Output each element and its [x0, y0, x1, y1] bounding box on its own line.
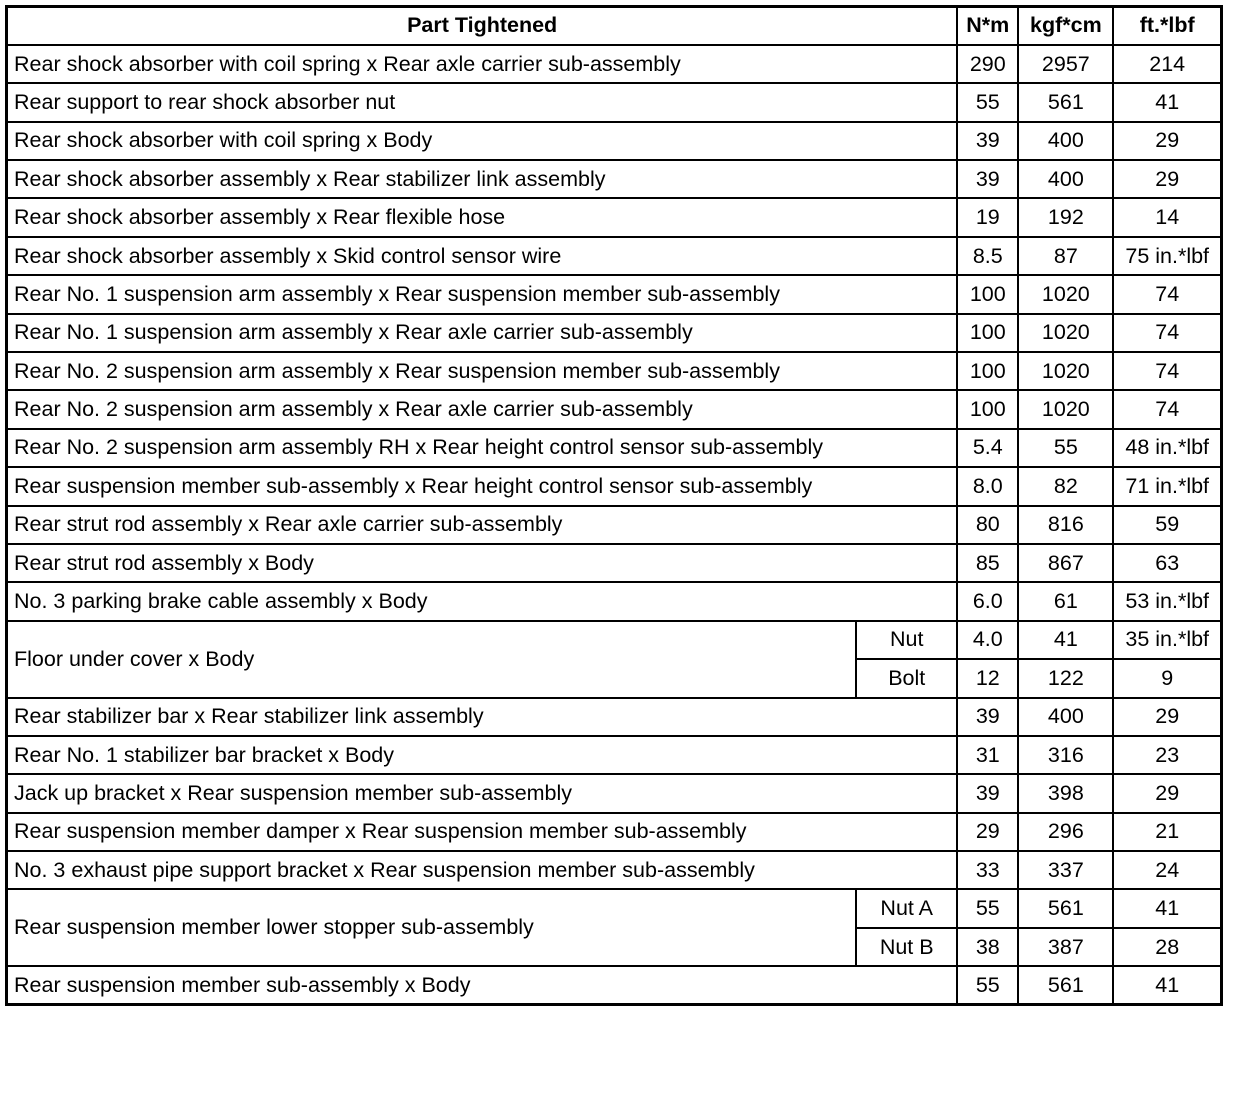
ftlbf-cell: 14 — [1113, 198, 1221, 236]
ftlbf-cell: 71 in.*lbf — [1113, 467, 1221, 505]
ftlbf-cell: 24 — [1113, 851, 1221, 889]
kgfcm-cell: 122 — [1018, 659, 1113, 697]
kgfcm-cell: 316 — [1018, 736, 1113, 774]
kgfcm-cell: 561 — [1018, 966, 1113, 1004]
part-cell: Rear stabilizer bar x Rear stabilizer link assembly — [7, 698, 958, 736]
part-cell: Floor under cover x Body — [7, 621, 857, 698]
kgfcm-cell: 1020 — [1018, 352, 1113, 390]
header-ftlbf: ft.*lbf — [1113, 7, 1221, 45]
fastener-cell: Nut B — [856, 928, 957, 966]
kgfcm-cell: 1020 — [1018, 390, 1113, 428]
ftlbf-cell: 74 — [1113, 390, 1221, 428]
kgfcm-cell: 1020 — [1018, 275, 1113, 313]
kgfcm-cell: 2957 — [1018, 45, 1113, 83]
ftlbf-cell: 41 — [1113, 83, 1221, 121]
nm-cell: 5.4 — [957, 429, 1018, 467]
part-cell: Rear strut rod assembly x Rear axle carrier sub-assembly — [7, 506, 958, 544]
kgfcm-cell: 55 — [1018, 429, 1113, 467]
nm-cell: 19 — [957, 198, 1018, 236]
part-cell: Jack up bracket x Rear suspension member sub-assembly — [7, 774, 958, 812]
kgfcm-cell: 41 — [1018, 621, 1113, 659]
header-nm: N*m — [957, 7, 1018, 45]
nm-cell: 29 — [957, 813, 1018, 851]
header-kgfcm: kgf*cm — [1018, 7, 1113, 45]
ftlbf-cell: 48 in.*lbf — [1113, 429, 1221, 467]
part-cell: Rear shock absorber assembly x Skid control sensor wire — [7, 237, 958, 275]
part-cell: Rear shock absorber with coil spring x Body — [7, 122, 958, 160]
kgfcm-cell: 400 — [1018, 122, 1113, 160]
table-row — [7, 390, 1222, 428]
table-row — [7, 429, 1222, 467]
kgfcm-cell: 296 — [1018, 813, 1113, 851]
kgfcm-cell: 400 — [1018, 698, 1113, 736]
table-row — [7, 774, 1222, 812]
ftlbf-cell: 9 — [1113, 659, 1221, 697]
table-row — [7, 698, 1222, 736]
nm-cell: 100 — [957, 275, 1018, 313]
kgfcm-cell: 1020 — [1018, 314, 1113, 352]
ftlbf-cell: 41 — [1113, 889, 1221, 927]
part-cell: Rear shock absorber with coil spring x Rear axle carrier sub-assembly — [7, 45, 958, 83]
ftlbf-cell: 63 — [1113, 544, 1221, 582]
nm-cell: 8.5 — [957, 237, 1018, 275]
nm-cell: 8.0 — [957, 467, 1018, 505]
part-cell: Rear No. 1 suspension arm assembly x Rear axle carrier sub-assembly — [7, 314, 958, 352]
table-row — [7, 467, 1222, 505]
ftlbf-cell: 41 — [1113, 966, 1221, 1004]
fastener-cell: Bolt — [856, 659, 957, 697]
table-row — [7, 621, 1222, 659]
ftlbf-cell: 29 — [1113, 122, 1221, 160]
table-row — [7, 966, 1222, 1004]
kgfcm-cell: 816 — [1018, 506, 1113, 544]
ftlbf-cell: 29 — [1113, 698, 1221, 736]
nm-cell: 33 — [957, 851, 1018, 889]
nm-cell: 100 — [957, 314, 1018, 352]
table-row — [7, 582, 1222, 620]
part-cell: Rear suspension member sub-assembly x Body — [7, 966, 958, 1004]
table-row — [7, 506, 1222, 544]
kgfcm-cell: 82 — [1018, 467, 1113, 505]
nm-cell: 80 — [957, 506, 1018, 544]
kgfcm-cell: 400 — [1018, 160, 1113, 198]
header-part-tightened: Part Tightened — [7, 7, 958, 45]
nm-cell: 39 — [957, 122, 1018, 160]
ftlbf-cell: 74 — [1113, 352, 1221, 390]
kgfcm-cell: 61 — [1018, 582, 1113, 620]
ftlbf-cell: 74 — [1113, 275, 1221, 313]
table-row — [7, 198, 1222, 236]
table-row — [7, 736, 1222, 774]
nm-cell: 55 — [957, 889, 1018, 927]
nm-cell: 31 — [957, 736, 1018, 774]
nm-cell: 55 — [957, 83, 1018, 121]
kgfcm-cell: 192 — [1018, 198, 1113, 236]
part-cell: Rear No. 1 stabilizer bar bracket x Body — [7, 736, 958, 774]
nm-cell: 55 — [957, 966, 1018, 1004]
nm-cell: 39 — [957, 698, 1018, 736]
part-cell: Rear No. 1 suspension arm assembly x Rear suspension member sub-assembly — [7, 275, 958, 313]
part-cell: Rear suspension member damper x Rear suspension member sub-assembly — [7, 813, 958, 851]
ftlbf-cell: 75 in.*lbf — [1113, 237, 1221, 275]
fastener-cell: Nut A — [856, 889, 957, 927]
nm-cell: 85 — [957, 544, 1018, 582]
ftlbf-cell: 23 — [1113, 736, 1221, 774]
nm-cell: 4.0 — [957, 621, 1018, 659]
nm-cell: 38 — [957, 928, 1018, 966]
kgfcm-cell: 387 — [1018, 928, 1113, 966]
part-cell: Rear No. 2 suspension arm assembly x Rear suspension member sub-assembly — [7, 352, 958, 390]
part-cell: Rear No. 2 suspension arm assembly x Rear axle carrier sub-assembly — [7, 390, 958, 428]
part-cell: Rear suspension member sub-assembly x Rear height control sensor sub-assembly — [7, 467, 958, 505]
table-header-row — [7, 7, 1222, 45]
ftlbf-cell: 35 in.*lbf — [1113, 621, 1221, 659]
nm-cell: 12 — [957, 659, 1018, 697]
part-cell: Rear strut rod assembly x Body — [7, 544, 958, 582]
fastener-cell: Nut — [856, 621, 957, 659]
ftlbf-cell: 74 — [1113, 314, 1221, 352]
part-cell: No. 3 exhaust pipe support bracket x Rear suspension member sub-assembly — [7, 851, 958, 889]
ftlbf-cell: 214 — [1113, 45, 1221, 83]
ftlbf-cell: 29 — [1113, 774, 1221, 812]
nm-cell: 100 — [957, 352, 1018, 390]
table-row — [7, 122, 1222, 160]
kgfcm-cell: 337 — [1018, 851, 1113, 889]
table-row — [7, 889, 1222, 927]
nm-cell: 39 — [957, 160, 1018, 198]
ftlbf-cell: 29 — [1113, 160, 1221, 198]
kgfcm-cell: 561 — [1018, 83, 1113, 121]
nm-cell: 6.0 — [957, 582, 1018, 620]
table-row — [7, 160, 1222, 198]
ftlbf-cell: 21 — [1113, 813, 1221, 851]
kgfcm-cell: 561 — [1018, 889, 1113, 927]
table-row — [7, 45, 1222, 83]
torque-specification-table — [5, 5, 1223, 1006]
part-cell: No. 3 parking brake cable assembly x Body — [7, 582, 958, 620]
ftlbf-cell: 59 — [1113, 506, 1221, 544]
nm-cell: 290 — [957, 45, 1018, 83]
part-cell: Rear suspension member lower stopper sub-assembly — [7, 889, 857, 966]
table-row — [7, 237, 1222, 275]
table-row — [7, 851, 1222, 889]
nm-cell: 100 — [957, 390, 1018, 428]
part-cell: Rear No. 2 suspension arm assembly RH x Rear height control sensor sub-assembly — [7, 429, 958, 467]
part-cell: Rear shock absorber assembly x Rear stabilizer link assembly — [7, 160, 958, 198]
ftlbf-cell: 53 in.*lbf — [1113, 582, 1221, 620]
part-cell: Rear shock absorber assembly x Rear flexible hose — [7, 198, 958, 236]
kgfcm-cell: 87 — [1018, 237, 1113, 275]
table-row — [7, 813, 1222, 851]
ftlbf-cell: 28 — [1113, 928, 1221, 966]
table-row — [7, 544, 1222, 582]
table-row — [7, 275, 1222, 313]
table-row — [7, 83, 1222, 121]
kgfcm-cell: 398 — [1018, 774, 1113, 812]
table-row — [7, 352, 1222, 390]
table-row — [7, 314, 1222, 352]
part-cell: Rear support to rear shock absorber nut — [7, 83, 958, 121]
nm-cell: 39 — [957, 774, 1018, 812]
kgfcm-cell: 867 — [1018, 544, 1113, 582]
